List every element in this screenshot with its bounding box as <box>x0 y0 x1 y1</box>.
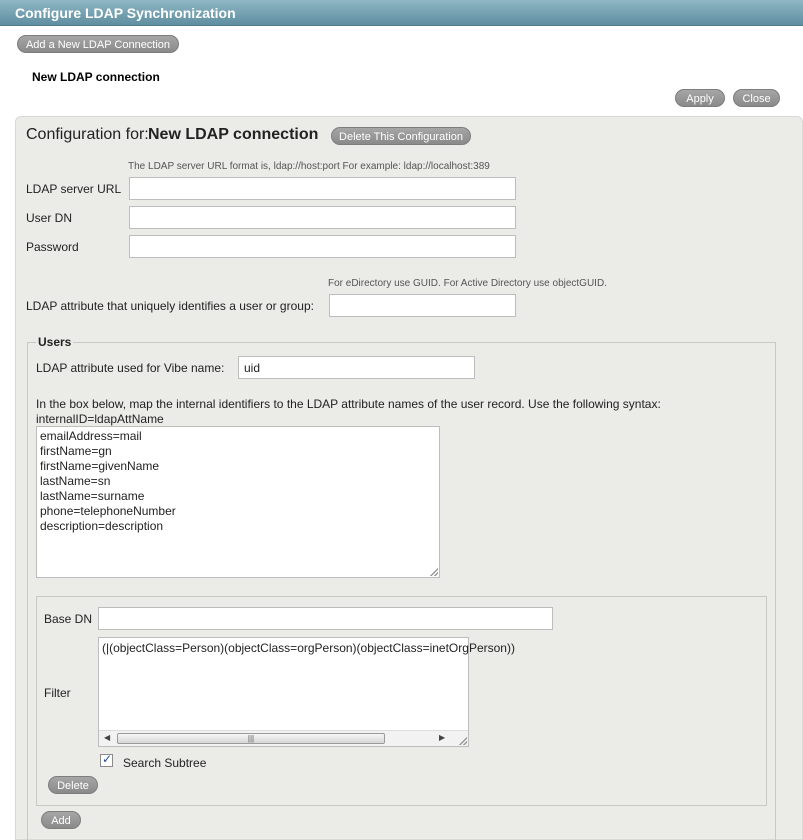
mapping-line: phone=telephoneNumber <box>40 504 176 518</box>
user-dn-label: User DN <box>26 211 73 225</box>
mapping-line: lastName=surname <box>40 489 145 503</box>
mapping-syntax: internalID=ldapAttName <box>36 412 164 426</box>
url-format-hint: The LDAP server URL format is, ldap://host:port For example: ldap://localhost:389 <box>128 161 490 172</box>
config-label: Configuration for: <box>26 126 149 143</box>
title-bar <box>0 0 803 26</box>
add-ldap-connection-button[interactable]: Add a New LDAP Connection <box>17 35 179 53</box>
base-dn-input[interactable] <box>98 607 553 630</box>
scrollbar-thumb[interactable]: ||| <box>117 733 385 744</box>
base-dn-label: Base DN <box>44 612 93 626</box>
user-dn-input[interactable] <box>129 206 516 229</box>
mapping-line: emailAddress=mail <box>40 429 142 443</box>
scroll-left-icon[interactable]: ◀ <box>104 733 111 742</box>
resize-handle-icon[interactable] <box>459 737 467 745</box>
mapping-line: lastName=sn <box>40 474 111 488</box>
search-subtree-checkbox[interactable] <box>100 754 113 767</box>
connection-heading: New LDAP connection <box>32 70 160 84</box>
unique-attribute-input[interactable] <box>329 294 516 317</box>
filter-label: Filter <box>44 686 71 700</box>
server-url-input[interactable] <box>129 177 516 200</box>
filter-textarea[interactable] <box>98 637 515 747</box>
vibe-name-input[interactable] <box>238 356 475 379</box>
delete-configuration-button[interactable]: Delete This Configuration <box>331 127 471 145</box>
mapping-line: firstName=givenName <box>40 459 160 473</box>
apply-button[interactable]: Apply <box>675 89 725 107</box>
horizontal-scrollbar[interactable] <box>99 730 468 746</box>
password-input[interactable] <box>129 235 516 258</box>
unique-attribute-label: LDAP attribute that uniquely identifies a user or group: <box>26 299 314 313</box>
resize-handle-icon[interactable] <box>430 568 438 576</box>
vibe-name-label: LDAP attribute used for Vibe name: <box>36 361 225 375</box>
mapping-line: description=description <box>40 519 164 533</box>
mapping-instructions: In the box below, map the internal identifiers to the LDAP attribute names of the user record. Use the following syntax: <box>36 397 661 411</box>
attribute-mapping-textarea[interactable] <box>36 426 440 578</box>
search-subtree-label: Search Subtree <box>123 756 207 770</box>
close-button[interactable]: Close <box>733 89 780 107</box>
users-legend: Users <box>38 335 72 349</box>
filter-text: (|(objectClass=Person)(objectClass=orgPerson)(objectClass=inetOrgPerson)) <box>102 641 515 655</box>
add-search-button[interactable]: Add <box>41 811 81 829</box>
delete-search-button[interactable]: Delete <box>48 776 98 794</box>
scroll-right-icon[interactable]: ▶ <box>439 733 446 742</box>
password-label: Password <box>26 240 79 254</box>
mapping-line: firstName=gn <box>40 444 112 458</box>
window-title: Configure LDAP Synchronization <box>15 5 236 21</box>
checkmark-icon: ✓ <box>102 752 113 766</box>
config-name: New LDAP connection <box>148 126 319 143</box>
server-url-label: LDAP server URL <box>26 182 122 196</box>
guid-hint: For eDirectory use GUID. For Active Directory use objectGUID. <box>328 278 607 289</box>
